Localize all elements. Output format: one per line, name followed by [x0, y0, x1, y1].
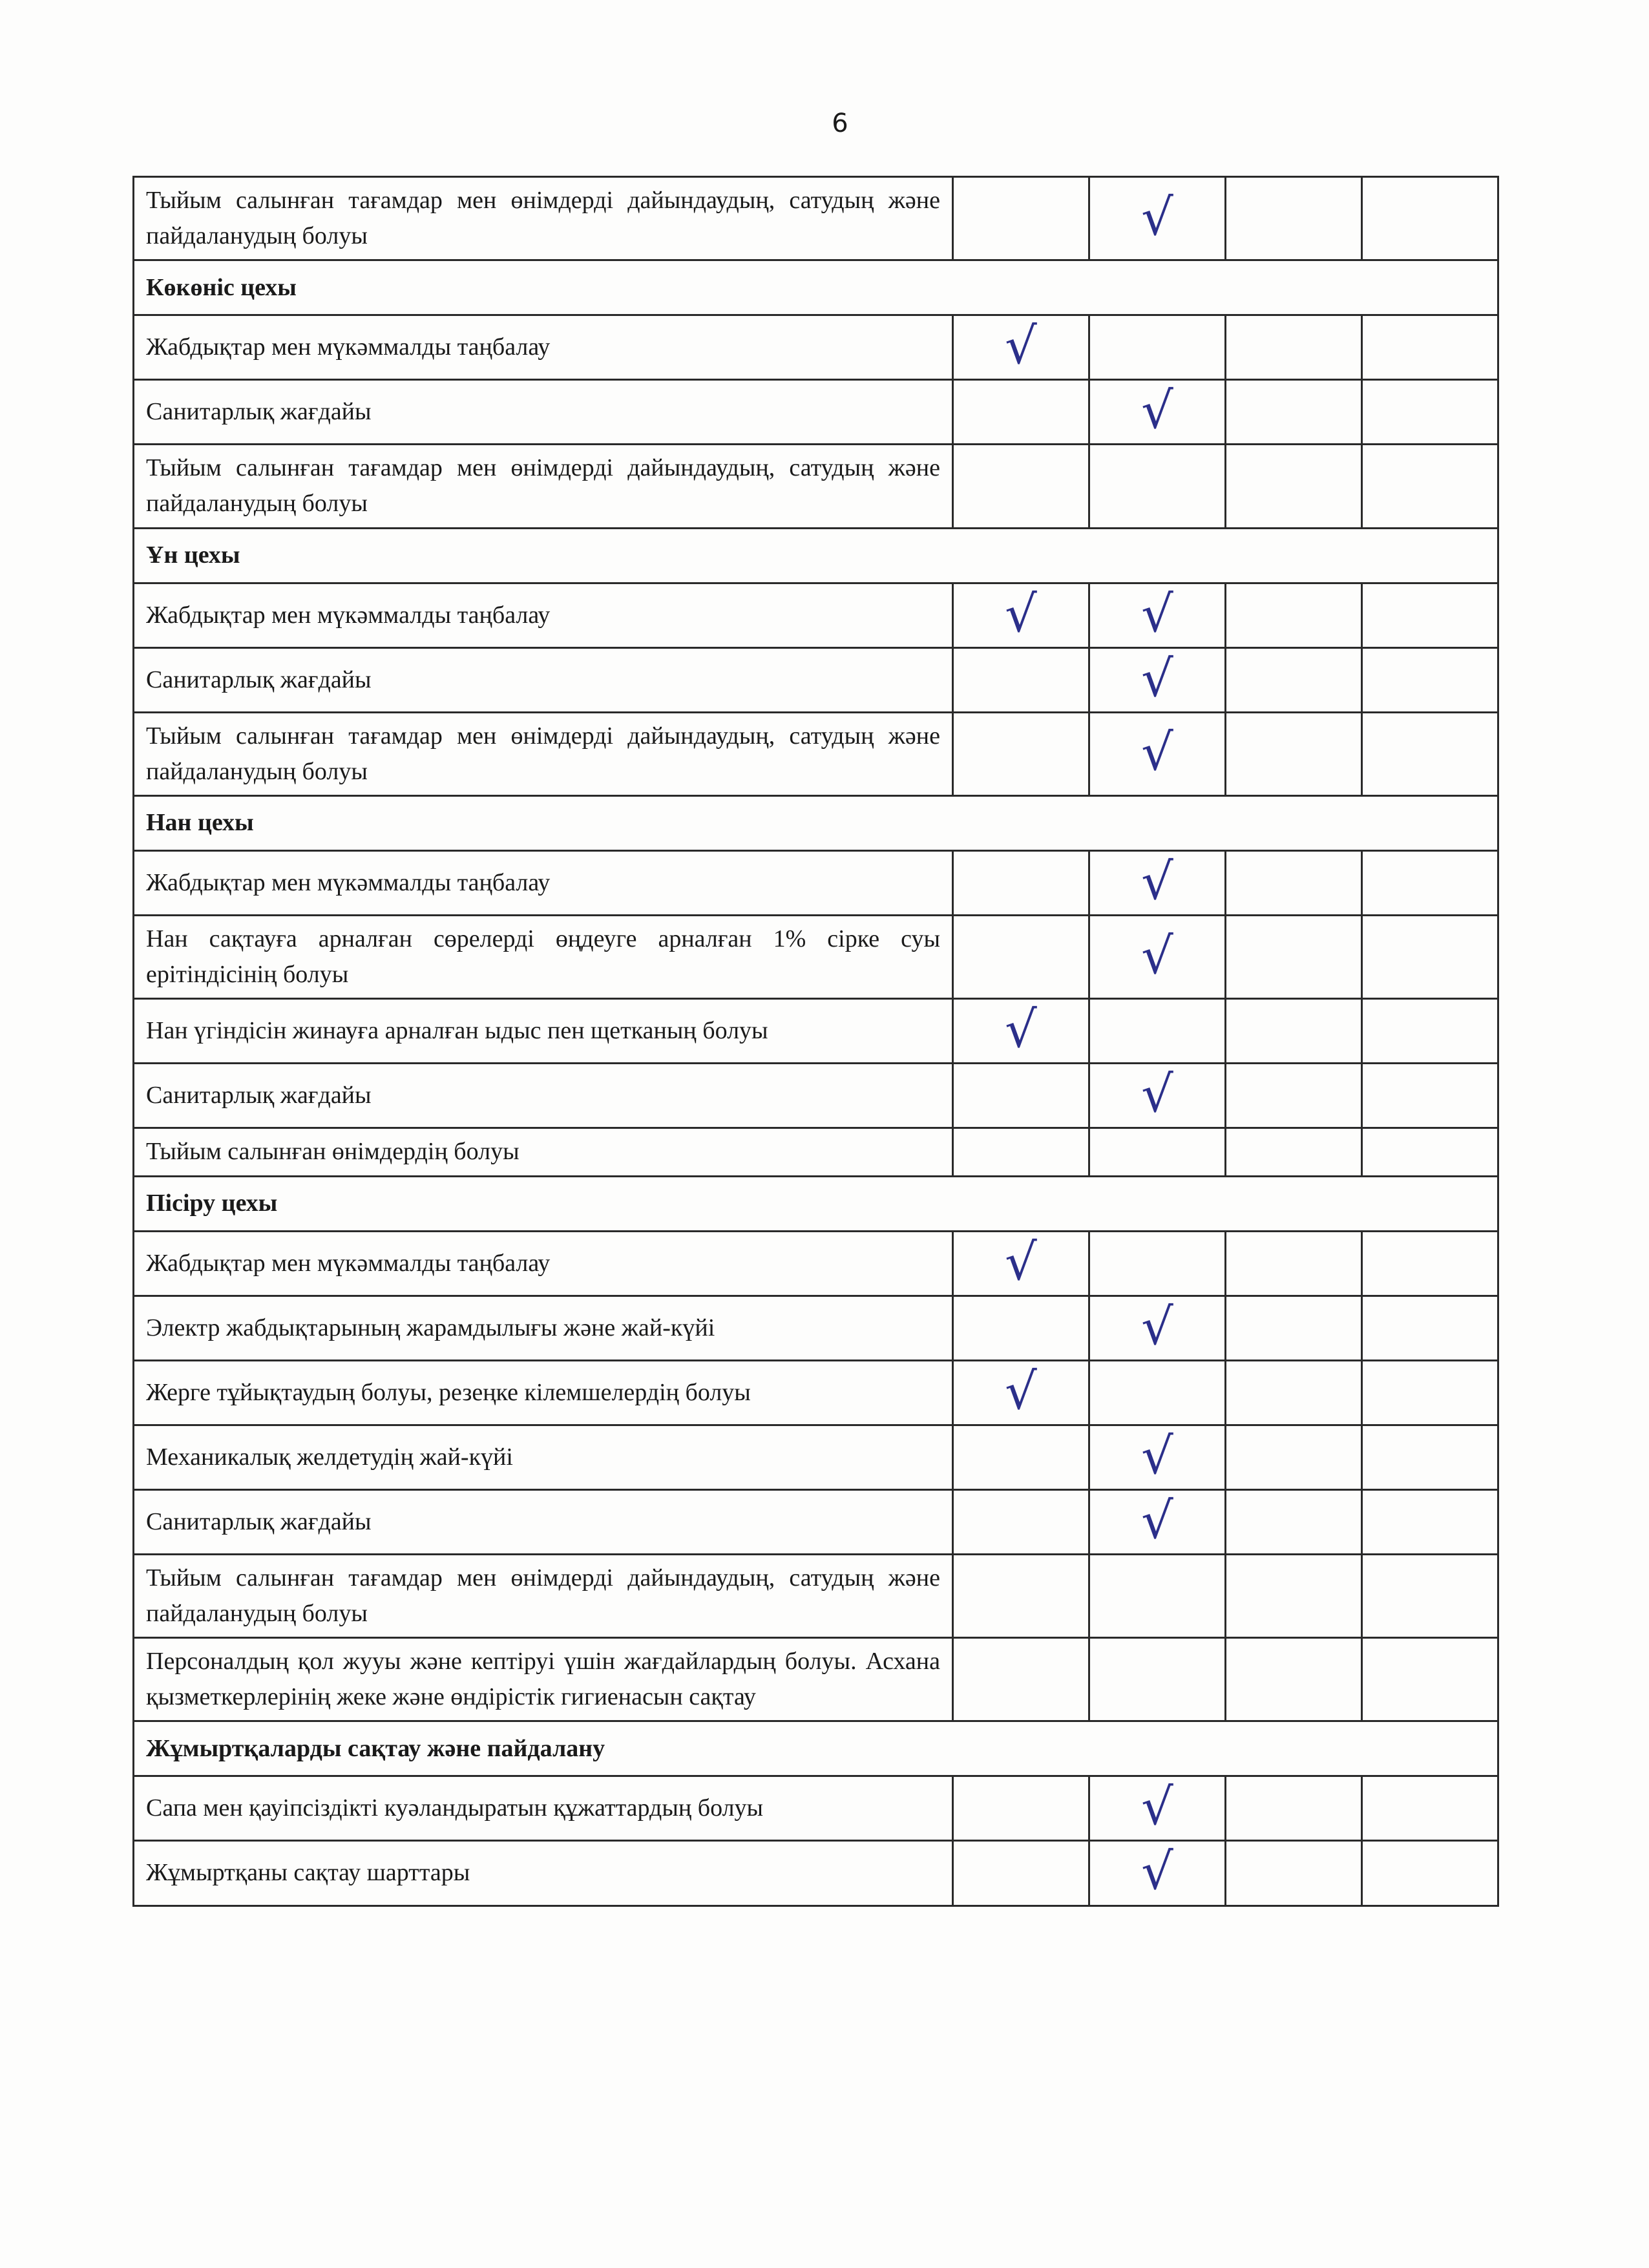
- criterion-label: Санитарлық жағдайы: [134, 647, 953, 712]
- assessment-cell-3: [1226, 1360, 1362, 1425]
- criterion-label: Тыйым салынған тағамдар мен өнімдерді дайындаудың, сатудың және пайдаланудың болуы: [134, 445, 953, 528]
- assessment-cell-1: [953, 1064, 1089, 1128]
- assessment-cell-2: [1089, 1841, 1226, 1906]
- assessment-cell-1: [953, 999, 1089, 1064]
- handwritten-check-icon: √: [1141, 1491, 1173, 1550]
- assessment-cell-2: [1089, 712, 1226, 795]
- assessment-cell-1: [953, 583, 1089, 647]
- assessment-cell-4: [1362, 850, 1498, 915]
- assessment-cell-4: [1362, 1425, 1498, 1489]
- assessment-cell-4: [1362, 712, 1498, 795]
- assessment-cell-2: [1089, 1776, 1226, 1841]
- assessment-cell-1: [953, 850, 1089, 915]
- handwritten-check-icon: √: [1141, 927, 1173, 985]
- checklist-row: [134, 999, 1498, 1064]
- assessment-cell-2: [1089, 177, 1226, 260]
- assessment-cell-4: [1362, 1128, 1498, 1176]
- criterion-label: Жабдықтар мен мүкәммалды таңбалау: [134, 583, 953, 647]
- criterion-label: Механикалық желдетудің жай-күйі: [134, 1425, 953, 1489]
- handwritten-check-icon: √: [1141, 585, 1173, 644]
- criterion-label: Санитарлық жағдайы: [134, 1064, 953, 1128]
- criterion-label: Тыйым салынған тағамдар мен өнімдерді дайындаудың, сатудың және пайдаланудың болуы: [134, 712, 953, 795]
- checklist-row: [134, 177, 1498, 260]
- handwritten-check-icon: √: [1005, 317, 1037, 376]
- assessment-cell-4: [1362, 1064, 1498, 1128]
- assessment-cell-1: [953, 1360, 1089, 1425]
- handwritten-check-icon: √: [1141, 382, 1173, 441]
- assessment-cell-2: [1089, 850, 1226, 915]
- page-number: 6: [832, 109, 848, 138]
- assessment-cell-3: [1226, 1638, 1362, 1721]
- handwritten-check-icon: √: [1005, 1362, 1037, 1421]
- assessment-cell-1: [953, 1841, 1089, 1906]
- checklist-row: [134, 850, 1498, 915]
- checklist-row: [134, 1231, 1498, 1296]
- criterion-label: Жабдықтар мен мүкәммалды таңбалау: [134, 850, 953, 915]
- assessment-cell-1: [953, 1489, 1089, 1554]
- assessment-cell-1: [953, 916, 1089, 999]
- assessment-cell-3: [1226, 1841, 1362, 1906]
- assessment-cell-4: [1362, 177, 1498, 260]
- assessment-cell-3: [1226, 712, 1362, 795]
- handwritten-check-icon: √: [1141, 1066, 1173, 1124]
- assessment-cell-1: [953, 1231, 1089, 1296]
- assessment-cell-1: [953, 1776, 1089, 1841]
- assessment-cell-3: [1226, 380, 1362, 445]
- section-title: Көкөніс цехы: [134, 260, 1498, 315]
- assessment-cell-1: [953, 315, 1089, 380]
- assessment-cell-2: [1089, 1064, 1226, 1128]
- inspection-checklist-table: [132, 176, 1499, 1907]
- section-title: Нан цехы: [134, 795, 1498, 850]
- assessment-cell-2: [1089, 315, 1226, 380]
- criterion-label: Нан сақтауға арналған сөрелерді өңдеуге арналған 1% сірке суы ерітіндісінің болуы: [134, 916, 953, 999]
- assessment-cell-2: [1089, 1425, 1226, 1489]
- checklist-row: [134, 1296, 1498, 1360]
- assessment-cell-3: [1226, 315, 1362, 380]
- checklist-row: [134, 916, 1498, 999]
- assessment-cell-4: [1362, 380, 1498, 445]
- assessment-cell-3: [1226, 1231, 1362, 1296]
- assessment-cell-4: [1362, 1296, 1498, 1360]
- criterion-label: Санитарлық жағдайы: [134, 1489, 953, 1554]
- checklist-row: [134, 1489, 1498, 1554]
- assessment-cell-2: [1089, 1128, 1226, 1176]
- assessment-cell-3: [1226, 1064, 1362, 1128]
- assessment-cell-2: [1089, 583, 1226, 647]
- section-header-row: [134, 1176, 1498, 1231]
- assessment-cell-3: [1226, 999, 1362, 1064]
- assessment-cell-4: [1362, 1360, 1498, 1425]
- assessment-cell-3: [1226, 850, 1362, 915]
- handwritten-check-icon: √: [1005, 1001, 1037, 1060]
- checklist-row: [134, 1776, 1498, 1841]
- criterion-label: Нан үгіндісін жинауға арналған ыдыс пен щетканың болуы: [134, 999, 953, 1064]
- criterion-label: Сапа мен қауіпсіздікті куәландыратын құжаттардың болуы: [134, 1776, 953, 1841]
- assessment-cell-4: [1362, 315, 1498, 380]
- assessment-cell-1: [953, 647, 1089, 712]
- assessment-cell-4: [1362, 1554, 1498, 1637]
- criterion-label: Жұмыртқаны сақтау шарттары: [134, 1841, 953, 1906]
- criterion-label: Жабдықтар мен мүкәммалды таңбалау: [134, 315, 953, 380]
- section-title: Ұн цехы: [134, 528, 1498, 583]
- assessment-cell-2: [1089, 1360, 1226, 1425]
- assessment-cell-2: [1089, 1554, 1226, 1637]
- assessment-cell-4: [1362, 1638, 1498, 1721]
- assessment-cell-3: [1226, 1489, 1362, 1554]
- section-header-row: [134, 528, 1498, 583]
- assessment-cell-2: [1089, 380, 1226, 445]
- section-header-row: [134, 1721, 1498, 1776]
- assessment-cell-1: [953, 1296, 1089, 1360]
- assessment-cell-4: [1362, 999, 1498, 1064]
- section-title: Жұмыртқаларды сақтау және пайдалану: [134, 1721, 1498, 1776]
- criterion-label: Персоналдың қол жууы және кептіруі үшін жағдайлардың болуы. Асхана қызметкерлерінің жеке және өндірістік гигиенасын сақтау: [134, 1638, 953, 1721]
- assessment-cell-1: [953, 445, 1089, 528]
- checklist-row: [134, 647, 1498, 712]
- assessment-cell-1: [953, 380, 1089, 445]
- assessment-cell-1: [953, 1425, 1089, 1489]
- checklist-row: [134, 380, 1498, 445]
- checklist-row: [134, 1425, 1498, 1489]
- checklist-row: [134, 1360, 1498, 1425]
- assessment-cell-2: [1089, 1296, 1226, 1360]
- checklist-row: [134, 1064, 1498, 1128]
- assessment-cell-1: [953, 712, 1089, 795]
- assessment-cell-2: [1089, 999, 1226, 1064]
- criterion-label: Тыйым салынған тағамдар мен өнімдерді дайындаудың, сатудың және пайдаланудың болуы: [134, 1554, 953, 1637]
- assessment-cell-2: [1089, 1489, 1226, 1554]
- assessment-cell-2: [1089, 445, 1226, 528]
- handwritten-check-icon: √: [1141, 1427, 1173, 1486]
- assessment-cell-3: [1226, 1296, 1362, 1360]
- checklist-row: [134, 1128, 1498, 1176]
- assessment-cell-4: [1362, 1231, 1498, 1296]
- assessment-cell-2: [1089, 1638, 1226, 1721]
- assessment-cell-3: [1226, 1425, 1362, 1489]
- assessment-cell-1: [953, 177, 1089, 260]
- assessment-cell-4: [1362, 647, 1498, 712]
- checklist-row: [134, 583, 1498, 647]
- criterion-label: Электр жабдықтарының жарамдылығы және жай-күйі: [134, 1296, 953, 1360]
- handwritten-check-icon: √: [1141, 188, 1173, 247]
- criterion-label: Жабдықтар мен мүкәммалды таңбалау: [134, 1231, 953, 1296]
- assessment-cell-4: [1362, 1841, 1498, 1906]
- assessment-cell-4: [1362, 1776, 1498, 1841]
- checklist-row: [134, 1841, 1498, 1906]
- checklist-row: [134, 1554, 1498, 1637]
- assessment-cell-2: [1089, 916, 1226, 999]
- assessment-cell-3: [1226, 445, 1362, 528]
- criterion-label: Тыйым салынған өнімдердің болуы: [134, 1128, 953, 1176]
- handwritten-check-icon: √: [1141, 1778, 1173, 1837]
- section-title: Пісіру цехы: [134, 1176, 1498, 1231]
- assessment-cell-3: [1226, 1128, 1362, 1176]
- criterion-label: Санитарлық жағдайы: [134, 380, 953, 445]
- assessment-cell-1: [953, 1638, 1089, 1721]
- handwritten-check-icon: √: [1141, 724, 1173, 782]
- assessment-cell-3: [1226, 916, 1362, 999]
- assessment-cell-2: [1089, 647, 1226, 712]
- assessment-cell-2: [1089, 1231, 1226, 1296]
- handwritten-check-icon: √: [1141, 1297, 1173, 1356]
- handwritten-check-icon: √: [1141, 649, 1173, 708]
- assessment-cell-4: [1362, 916, 1498, 999]
- criterion-label: Тыйым салынған тағамдар мен өнімдерді дайындаудың, сатудың және пайдаланудың болуы: [134, 177, 953, 260]
- assessment-cell-3: [1226, 1776, 1362, 1841]
- assessment-cell-1: [953, 1128, 1089, 1176]
- assessment-cell-3: [1226, 1554, 1362, 1637]
- assessment-cell-3: [1226, 583, 1362, 647]
- checklist-row: [134, 445, 1498, 528]
- criterion-label: Жерге тұйықтаудың болуы, резеңке кілемшелердің болуы: [134, 1360, 953, 1425]
- section-header-row: [134, 260, 1498, 315]
- checklist-row: [134, 1638, 1498, 1721]
- section-header-row: [134, 795, 1498, 850]
- handwritten-check-icon: √: [1005, 585, 1037, 644]
- assessment-cell-3: [1226, 177, 1362, 260]
- handwritten-check-icon: √: [1005, 1233, 1037, 1292]
- checklist-row: [134, 315, 1498, 380]
- assessment-cell-3: [1226, 647, 1362, 712]
- assessment-cell-4: [1362, 445, 1498, 528]
- assessment-cell-4: [1362, 583, 1498, 647]
- handwritten-check-icon: √: [1141, 1843, 1173, 1902]
- assessment-cell-1: [953, 1554, 1089, 1637]
- checklist-row: [134, 712, 1498, 795]
- assessment-cell-4: [1362, 1489, 1498, 1554]
- handwritten-check-icon: √: [1141, 852, 1173, 911]
